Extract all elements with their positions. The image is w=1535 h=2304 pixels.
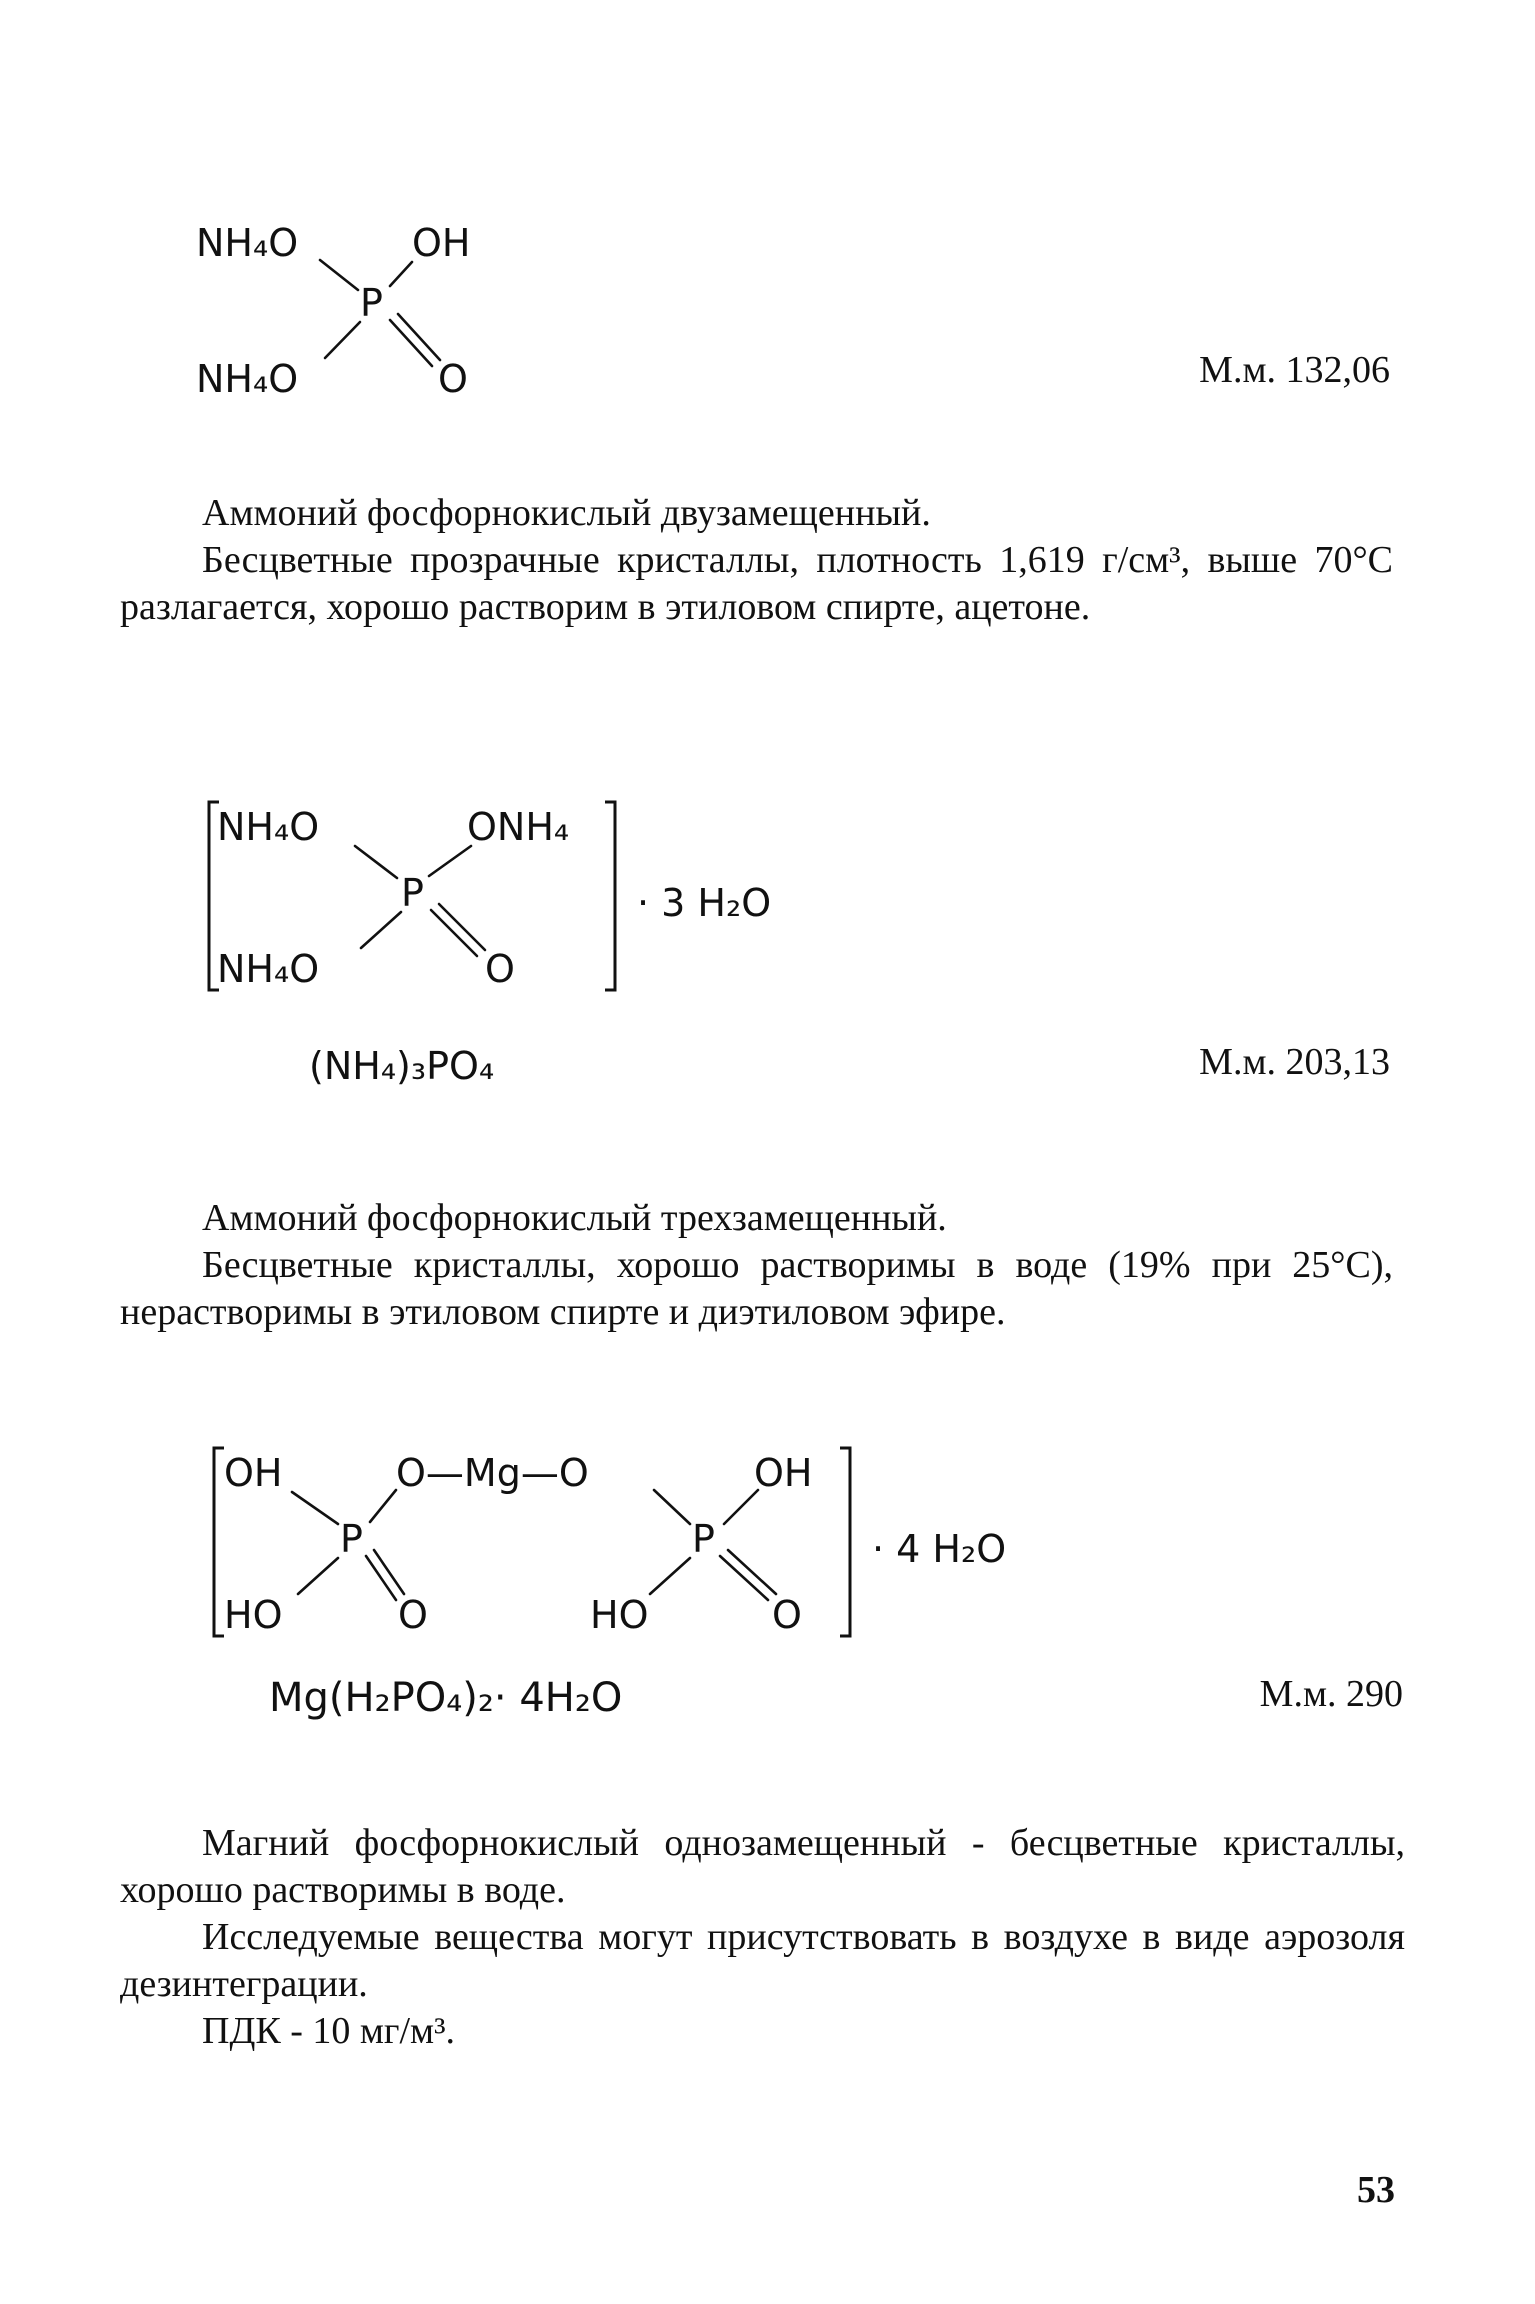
compound-description: Бесцветные кристаллы, хорошо растворимы в воде (19% при 25°С), нерастворимы в этиловом спирте и диэтиловом эфире. [120,1244,1393,1333]
compound-description: Бесцветные прозрачные кристаллы, плотность 1,619 г/см³, выше 70°С разлагается, хорошо растворим в этиловом спирте, ацетоне. [120,539,1393,628]
atom-label: NH₄O [217,805,320,849]
compound-name: Аммоний фосфорнокислый двузамещенный. [202,492,931,534]
atom-label: NH₄O [196,357,299,401]
atom-label: OH [224,1451,283,1495]
formula-text: (NH₄)₃PO₄ [309,1044,495,1088]
compound-2-text [120,1195,1393,1336]
molar-mass: М.м. 290 [1259,1673,1403,1715]
atom-label: ONH₄ [467,805,570,849]
compound-1-text [120,490,1393,631]
atom-label: P [401,871,424,915]
pdk-text: ПДК - 10 мг/м³. [202,2010,455,2052]
atom-label: HO [224,1593,283,1637]
hydrate-label: · 3 H₂O [637,881,772,925]
formula-text: Mg(H₂PO₄)₂· 4H₂O [269,1675,623,1721]
note-text: Исследуемые вещества могут присутствовать в воздухе в виде аэрозоля дезинтеграции. [120,1916,1405,2005]
atom-label: P [360,281,383,325]
atom-label: P [692,1517,715,1561]
molar-mass: М.м. 132,06 [1199,349,1390,391]
atom-label: O [772,1593,802,1637]
structure-ammonium-phosphate-trihydrate [205,790,825,1000]
formula-magnesium-phosphate [265,1665,765,1735]
molar-mass: М.м. 203,13 [1199,1041,1390,1083]
atom-label: OH [754,1451,813,1495]
atom-label: HO [590,1593,649,1637]
compound-3-text [120,1820,1405,2055]
atom-label: NH₄O [196,221,299,265]
formula-ammonium-phosphate [305,1035,585,1105]
structure-ammonium-hydrogen-phosphate [190,210,520,410]
compound-name: Аммоний фосфорнокислый трехзамещенный. [202,1197,947,1239]
page-number: 53 [1357,2169,1395,2211]
atom-label: O [398,1593,428,1637]
atom-label: P [340,1517,363,1561]
bridge-label: O—Mg—O [396,1451,589,1495]
hydrate-label: · 4 H₂O [872,1527,1007,1571]
atom-label: NH₄O [217,947,320,991]
structure-magnesium-dihydrogen-phosphate [210,1440,1060,1640]
atom-label: O [485,947,515,991]
atom-label: OH [412,221,471,265]
atom-label: O [438,357,468,401]
compound-description: Магний фосфорнокислый однозамещенный - бесцветные кристаллы, хорошо растворимы в воде. [120,1822,1405,1911]
